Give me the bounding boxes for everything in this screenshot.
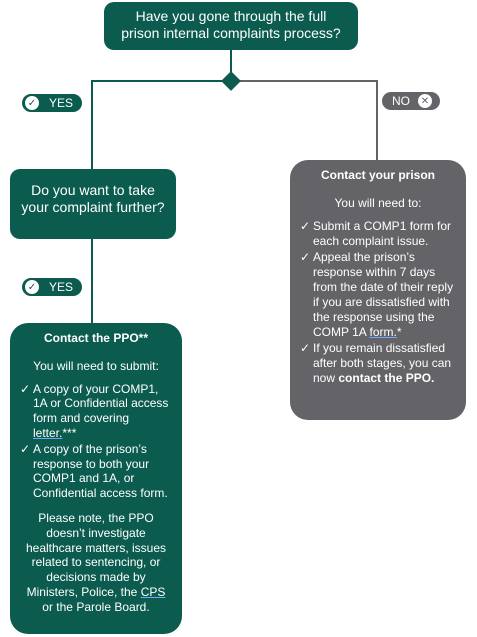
question1-line2: prison internal complaints process? bbox=[121, 25, 341, 41]
question1-line1: Have you gone through the full bbox=[135, 8, 327, 24]
question2-line1: Do you want to take bbox=[31, 182, 155, 198]
contact-ppo-text: contact the PPO. bbox=[338, 371, 435, 385]
contact-prison-box bbox=[290, 160, 466, 420]
no-label: NO bbox=[392, 94, 410, 108]
checkmark-icon: ✓ bbox=[20, 381, 31, 396]
ppo-box-title: Contact the PPO** bbox=[43, 331, 148, 345]
list-item: ✓ Submit a COMP1 form for each complaint issue. bbox=[300, 219, 452, 248]
checkmark-icon: ✓ bbox=[300, 250, 311, 264]
checkmark-icon: ✓ bbox=[300, 341, 311, 355]
ppo-box-subtitle: You will need to submit: bbox=[33, 358, 159, 373]
question-take-further bbox=[10, 169, 176, 239]
close-icon: ✕ bbox=[418, 94, 432, 108]
list-item: ✓ A copy of the prison’s response to both your COMP1 and 1A, or Confidential access form. bbox=[20, 441, 168, 501]
connector-q2-down bbox=[91, 238, 93, 324]
yes-badge-top bbox=[22, 94, 82, 112]
question-full-process bbox=[104, 2, 358, 50]
yes-badge-bottom bbox=[22, 278, 82, 296]
list-item: ✓ If you remain dissatisfied after both stages, you can now contact the PPO. bbox=[300, 341, 452, 385]
letter-link[interactable]: letter. bbox=[33, 425, 63, 440]
form-link[interactable]: form. bbox=[369, 325, 397, 339]
checkmark-icon: ✓ bbox=[20, 441, 31, 456]
check-icon: ✓ bbox=[25, 96, 39, 110]
no-badge bbox=[382, 92, 440, 110]
contact-ppo-box bbox=[10, 323, 182, 634]
checkmark-icon: ✓ bbox=[300, 219, 311, 233]
connector-left-horizontal bbox=[91, 80, 231, 82]
yes-label: YES bbox=[49, 280, 74, 294]
prison-steps-list bbox=[300, 219, 456, 386]
connector-left-down bbox=[91, 80, 93, 170]
prison-box-title: Contact your prison bbox=[320, 168, 435, 182]
prison-box-subtitle: You will need to: bbox=[334, 196, 422, 210]
ppo-requirements-list bbox=[20, 382, 172, 501]
list-item: ✓ A copy of your COMP1, 1A or Confidential access form and covering letter.*** bbox=[20, 381, 169, 440]
list-item: ✓ Appeal the prison’s response within 7 days from the date of their reply if you are dissatisfied with the response using the COMP 1A form.* bbox=[300, 250, 454, 339]
question2-line2: your complaint further? bbox=[21, 199, 165, 215]
ppo-note: Please note, the PPO doesn’t investigate healthcare matters, issues related to sentencing, or decisions made by Ministers, Police, the CPS or the Parole Board. bbox=[25, 510, 167, 614]
cps-link[interactable]: CPS bbox=[140, 584, 166, 599]
connector-right-down bbox=[376, 80, 378, 162]
check-icon: ✓ bbox=[25, 280, 39, 294]
yes-label: YES bbox=[49, 96, 74, 110]
decision-diamond bbox=[221, 71, 241, 91]
connector-right-horizontal bbox=[231, 80, 377, 82]
